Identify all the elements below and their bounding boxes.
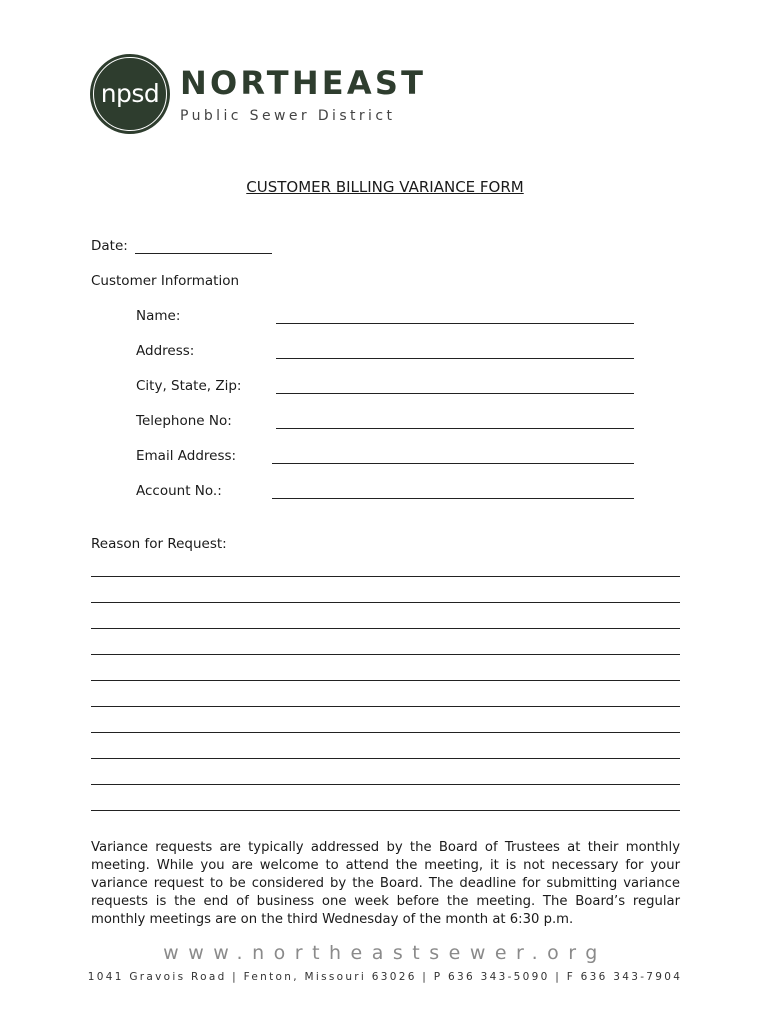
date-field[interactable] (135, 253, 272, 254)
reason-label: Reason for Request: (91, 536, 227, 552)
reason-line[interactable] (91, 680, 680, 681)
reason-line[interactable] (91, 758, 680, 759)
city-state-zip-label: City, State, Zip: (136, 378, 242, 394)
reason-line[interactable] (91, 654, 680, 655)
name-field[interactable] (276, 323, 634, 324)
telephone-label: Telephone No: (136, 413, 232, 429)
logo-text: npsd (100, 78, 160, 108)
website-url: www.northeastsewer.org (163, 942, 607, 964)
address-label: Address: (136, 343, 195, 359)
contact-address: 1041 Gravois Road | Fenton, Missouri 63026 | P 636 343-5090 | F 636 343-7904 (87, 971, 683, 983)
org-subtitle: Public Sewer District (180, 108, 396, 124)
email-field[interactable] (272, 463, 634, 464)
reason-line[interactable] (91, 576, 680, 577)
reason-line[interactable] (91, 810, 680, 811)
date-label: Date: (91, 238, 128, 254)
account-field[interactable] (272, 498, 634, 499)
reason-line[interactable] (91, 732, 680, 733)
org-name: NORTHEAST (180, 64, 427, 102)
email-label: Email Address: (136, 448, 237, 464)
telephone-field[interactable] (276, 428, 634, 429)
npsd-logo (90, 54, 170, 134)
reason-line[interactable] (91, 784, 680, 785)
reason-line[interactable] (91, 628, 680, 629)
reason-line[interactable] (91, 706, 680, 707)
city-state-zip-field[interactable] (276, 393, 634, 394)
address-field[interactable] (276, 358, 634, 359)
notice-paragraph: Variance requests are typically addressed by the Board of Trustees at their monthly meeting. While you are welcome to attend the meeting, it is not necessary for your variance request to be considered by the Board. The deadline for submitting variance requests is the end of business one week before the meeting. The Board’s regular monthly meetings are on the third Wednesday of the month at 6:30 p.m. (91, 840, 680, 927)
reason-line[interactable] (91, 602, 680, 603)
account-label: Account No.: (136, 483, 222, 499)
form-title: CUSTOMER BILLING VARIANCE FORM (246, 178, 524, 196)
customer-info-label: Customer Information (91, 273, 240, 289)
name-label: Name: (136, 308, 181, 324)
